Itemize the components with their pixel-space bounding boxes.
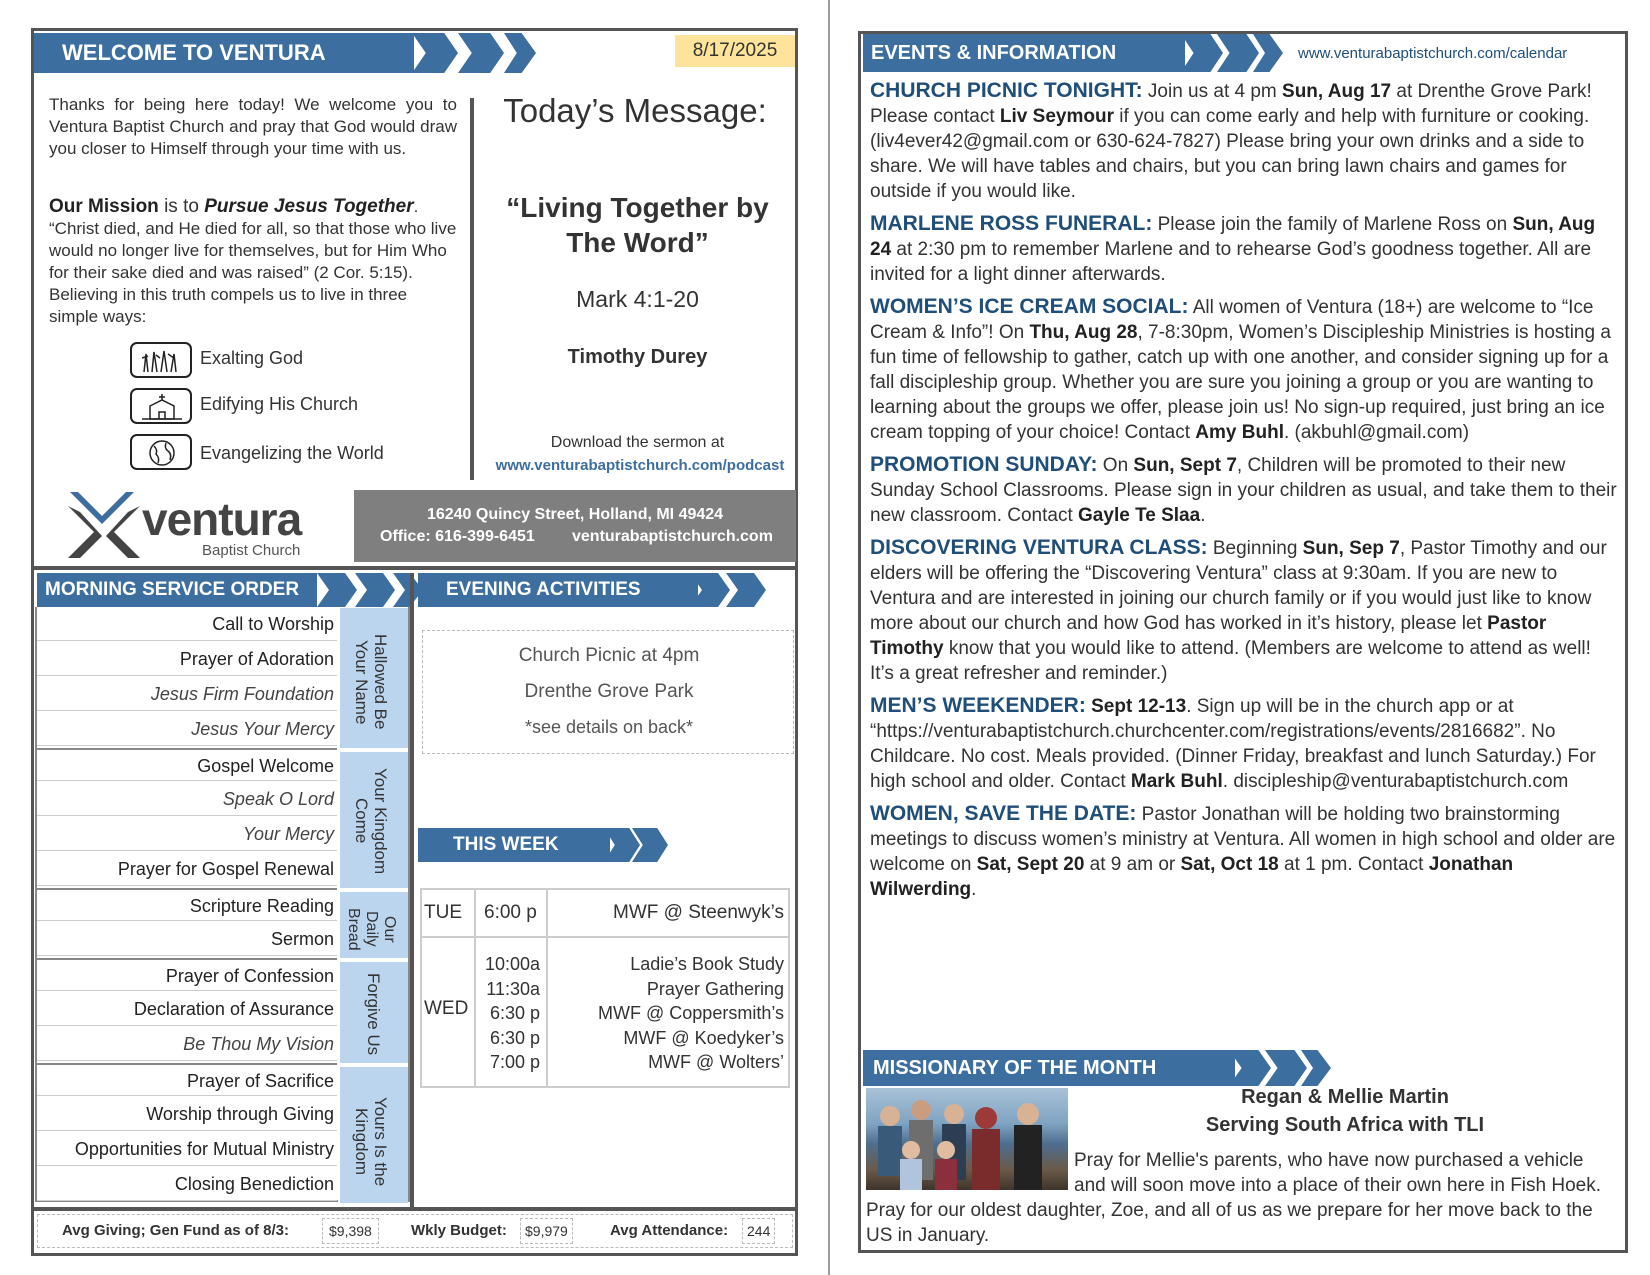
welcome-title: WELCOME TO VENTURA	[34, 33, 414, 73]
order-item: Scripture Reading	[37, 888, 337, 921]
event-heading: WOMEN’S ICE CREAM SOCIAL:	[870, 295, 1189, 318]
evening-line: *see details on back*	[524, 717, 694, 737]
globe-icon	[130, 434, 192, 470]
contact-box	[354, 490, 796, 562]
sermon-speaker: Timothy Durey	[567, 346, 708, 368]
evening-activities-box	[422, 630, 794, 754]
page-fold-line	[828, 0, 830, 1275]
wed-time: 10:00a	[484, 954, 540, 974]
event-text: .	[1200, 505, 1206, 526]
section-label: Yours Is the Kingdom	[352, 1097, 390, 1187]
order-item: Speak O Lord	[37, 783, 337, 816]
section-divider	[31, 566, 798, 570]
wed-times	[482, 952, 540, 1075]
event-text: at Drenthe Grove Park! Please contact	[870, 81, 1592, 127]
logo-subtitle: Baptist Church	[202, 542, 301, 559]
way-edifying: Edifying His Church	[200, 394, 359, 414]
giving-value: $9,398	[322, 1218, 379, 1244]
wed-time: 6:30 p	[489, 1003, 540, 1023]
wed-event: Prayer Gathering	[646, 978, 784, 999]
order-item: Be Thou My Vision	[37, 1028, 337, 1061]
events-list	[870, 78, 1620, 909]
missionary-name: Regan & Mellie Martin	[1241, 1086, 1449, 1108]
event-text: , Pastor Timothy and our elders will be offering the “Discovering Ventura” class at 9:30am. If you are new to Ventura and are interested in joining our church family or if you would just like to know more about our church and how God has worked in it’s history, please let	[870, 538, 1607, 634]
event-picnic	[870, 78, 1620, 204]
event-date: Sat, Sept 20	[976, 854, 1085, 875]
wed-time: 7:00 p	[489, 1052, 540, 1072]
order-item: Jesus Firm Foundation	[37, 678, 337, 711]
evening-line: Church Picnic at 4pm	[518, 645, 700, 666]
missionary-serving: Serving South Africa with TLI	[1205, 1114, 1485, 1136]
event-date: Sun, Aug 24	[870, 214, 1596, 260]
event-text: know that you would like to attend. (Members are welcome to attend as well! It’s a great refresher and reminder.)	[870, 638, 1591, 684]
event-date: Thu, Aug 28	[1029, 322, 1138, 343]
this-week-title: THIS WEEK	[418, 828, 610, 862]
left-column-divider	[410, 573, 414, 1210]
event-text: if you can come early and help with furniture or cooking. (liv4ever42@gmail.com or 630-624-7827) Please bring your own drinks and a side to share. We will have tables and chairs, but you can bring lawn chairs and games for outside if you would like.	[870, 106, 1590, 202]
event-date: Sat, Oct 18	[1180, 854, 1279, 875]
event-text: Please join the family of Marlene Ross on	[1152, 214, 1513, 235]
event-text: at 9 am or	[1084, 854, 1181, 875]
todays-message-heading: Today’s Message:	[503, 92, 767, 129]
ventura-logo	[64, 490, 334, 562]
stats-divider	[31, 1207, 798, 1211]
order-item: Worship through Giving	[37, 1098, 337, 1131]
order-item: Your Mercy	[37, 818, 337, 851]
order-item: Prayer of Sacrifice	[37, 1063, 337, 1096]
order-item: Call to Worship	[37, 608, 337, 641]
way-evangelizing: Evangelizing the World	[200, 443, 384, 463]
section-label: Your Kingdom Come	[352, 767, 390, 875]
wed-event: MWF @ Koedyker’s	[623, 1027, 784, 1048]
section-band-yours	[338, 1065, 408, 1203]
order-item: Prayer for Gospel Renewal	[37, 853, 337, 886]
church-address: 16240 Quincy Street, Holland, MI 49424	[426, 506, 724, 523]
calendar-link[interactable]: www.venturabaptistchurch.com/calendar	[1298, 45, 1568, 62]
event-text: . Sign up will be in the church app or at “https://venturabaptistchurch.churchcenter.com/registrations/events/2816682”. No Childcare. No cost. Meals provided. (Dinner Friday, breakfast and lunch Saturday.) For high school and older. Contact	[870, 696, 1596, 792]
podcast-link[interactable]: www.venturabaptistchurch.com/podcast	[495, 457, 785, 474]
ventura-logo-mark	[64, 490, 154, 562]
mission-name: Pursue Jesus Together	[204, 196, 414, 217]
mission-paragraph	[49, 196, 457, 328]
welcome-intro: Thanks for being here today! We welcome you to Ventura Baptist Church and pray that God would draw you closer to Himself through your time with us.	[49, 95, 457, 158]
order-item: Sermon	[37, 923, 337, 956]
event-text: On	[1097, 455, 1134, 476]
bulletin-date: 8/17/2025	[675, 35, 795, 67]
missionary-title: MISSIONARY OF THE MONTH	[863, 1050, 1235, 1086]
event-text: . (akbuhl@gmail.com)	[1283, 422, 1470, 443]
exalting-hands-icon	[130, 342, 192, 378]
event-text: , 7-8:30pm, Women’s Discipleship Ministries is hosting a fun time of fellowship to gather, catch up with one another, and consider signing up for a fall discipleship group. Whether you are sure you joining a group or you are wanting to learning about the groups we offer, please join us! No sign-up required, just bring an ice cream topping of your choice! Contact	[870, 322, 1611, 443]
event-heading: CHURCH PICNIC TONIGHT:	[870, 79, 1143, 102]
event-promotion	[870, 452, 1620, 528]
section-label: Forgive Us	[364, 972, 383, 1056]
event-text: , Children will be promoted to their new Sunday School Classrooms. Please sign in your children as usual, and take them to their new classroom. Contact	[870, 455, 1617, 526]
evening-line: Drenthe Grove Park	[524, 681, 694, 702]
attendance-label: Avg Attendance:	[610, 1222, 729, 1239]
service-order-title: MORNING SERVICE ORDER	[37, 573, 317, 607]
section-label: Our Daily Bread	[345, 907, 398, 951]
logo-name: ventura	[142, 493, 302, 545]
church-icon	[130, 388, 192, 424]
event-contact: Gayle Te Slaa	[1078, 505, 1201, 526]
events-title: EVENTS & INFORMATION	[863, 34, 1185, 72]
event-contact: Jonathan Wilwerding	[870, 854, 1514, 900]
download-label: Download the sermon at	[550, 434, 725, 451]
event-heading: MEN’S WEEKENDER:	[870, 694, 1086, 717]
order-item: Jesus Your Mercy	[37, 713, 337, 746]
order-item: Declaration of Assurance	[37, 993, 337, 1026]
tue-day: TUE	[424, 902, 462, 923]
event-text: . discipleship@venturabaptistchurch.com	[1222, 771, 1569, 792]
event-date: Sun, Sept 7	[1133, 455, 1237, 476]
wed-event: MWF @ Wolters’	[648, 1052, 784, 1072]
event-text: at 2:30 pm to remember Marlene and to rehearse God’s goodness together. All are invited for a light dinner afterwards.	[870, 239, 1592, 285]
order-item: Prayer of Adoration	[37, 643, 337, 676]
missionary-prayer	[866, 1148, 1618, 1248]
order-item: Gospel Welcome	[37, 748, 337, 781]
order-item: Opportunities for Mutual Ministry	[37, 1133, 337, 1166]
section-label: Hallowed Be Your Name	[352, 634, 390, 730]
event-contact: Mark Buhl	[1130, 771, 1223, 792]
order-item: Closing Benediction	[37, 1168, 337, 1201]
way-exalting: Exalting God	[200, 348, 304, 368]
order-item: Prayer of Confession	[37, 958, 337, 991]
wed-time: 6:30 p	[489, 1027, 540, 1048]
event-text: at 1 pm. Contact	[1278, 854, 1429, 875]
event-date: Sun, Sep 7	[1302, 538, 1400, 559]
event-funeral	[870, 211, 1620, 287]
wed-day: WED	[424, 998, 469, 1019]
tue-time: 6:00 p	[484, 902, 537, 923]
sermon-title: “Living Together by The Word”	[506, 192, 769, 258]
office-phone: Office: 616-399-6451	[380, 528, 535, 545]
event-heading: WOMEN, SAVE THE DATE:	[870, 802, 1137, 825]
attendance-value: 244	[742, 1218, 775, 1244]
event-date: Sept 12-13	[1085, 696, 1187, 717]
event-contact: Amy Buhl	[1195, 422, 1284, 443]
event-heading: PROMOTION SUNDAY:	[870, 453, 1098, 476]
wed-event: MWF @ Coppersmith’s	[598, 1003, 784, 1023]
event-text: All women of Ventura (18+) are welcome to “Ice Cream & Info”! On	[870, 297, 1594, 343]
table-row-divider	[422, 936, 788, 938]
section-band-hallowed	[338, 608, 408, 748]
giving-label: Avg Giving; Gen Fund as of 8/3:	[62, 1222, 289, 1239]
stats-bar	[37, 1214, 793, 1248]
tue-event: MWF @ Steenwyk’s	[613, 902, 784, 923]
event-text: Pastor Jonathan will be holding two brainstorming meetings to discuss women’s ministry at Ventura. All women in high school and older are welcome on	[870, 804, 1616, 875]
event-heading: DISCOVERING VENTURA CLASS:	[870, 536, 1208, 559]
mission-label: Our Mission	[49, 196, 159, 217]
event-women-save-date	[870, 801, 1620, 902]
event-contact: Pastor Timothy	[870, 613, 1547, 659]
this-week-table	[420, 888, 790, 1088]
event-date: Sun, Aug 17	[1282, 81, 1392, 102]
event-text: Beginning	[1207, 538, 1303, 559]
mission-is: is to	[158, 196, 205, 217]
evening-activities-title: EVENING ACTIVITIES	[418, 573, 698, 607]
sermon-scripture: Mark 4:1-20	[576, 286, 699, 312]
wed-events	[598, 952, 784, 1075]
column-divider	[470, 98, 474, 480]
event-text: .	[971, 879, 977, 900]
wed-time: 11:30a	[486, 978, 540, 999]
section-band-bread	[338, 890, 408, 958]
table-col-divider	[474, 890, 476, 1086]
event-heading: MARLENE ROSS FUNERAL:	[870, 212, 1153, 235]
wed-event: Ladie’s Book Study	[630, 954, 784, 974]
table-col-divider	[546, 890, 548, 1086]
event-ice-cream	[870, 294, 1620, 445]
section-band-forgive	[338, 960, 408, 1063]
section-band-kingdom	[338, 750, 408, 888]
prayer-spacer	[866, 1148, 1074, 1196]
event-mens-weekender	[870, 693, 1620, 794]
event-discovering	[870, 535, 1620, 686]
missionary-prayer-text: Pray for Mellie's parents, who have now purchased a vehicle and will soon move into a place of their own here in Fish Hoek. Pray for our oldest daughter, Zoe, and all of us as we prepare for her move back to the US in January.	[866, 1150, 1601, 1246]
event-contact: Liv Seymour	[999, 106, 1114, 127]
budget-label: Wkly Budget:	[411, 1222, 507, 1239]
budget-value: $9,979	[520, 1218, 573, 1244]
mission-text: . “Christ died, and He died for all, so that those who live would no longer live for themselves, but for Him Who for their sake died and was raised” (2 Cor. 5:15). Believing in this truth compels us to live in three simple ways:	[49, 197, 457, 326]
event-text: Join us at 4 pm	[1142, 81, 1283, 102]
church-website[interactable]: venturabaptistchurch.com	[572, 528, 773, 545]
